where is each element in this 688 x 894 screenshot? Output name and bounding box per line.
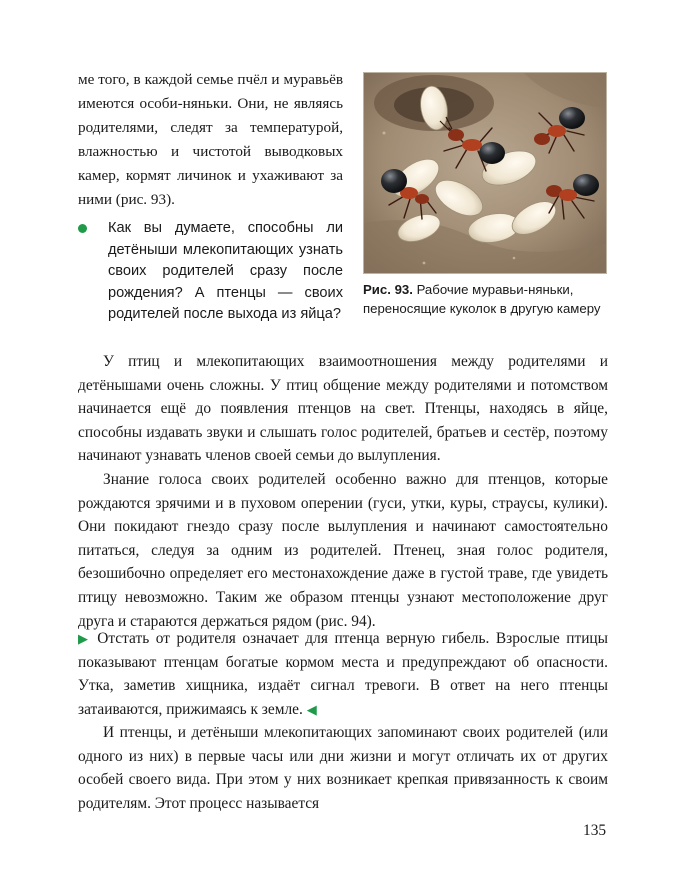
body-paragraph: У птиц и млекопитающих взаимоотношения между родителями и детёнышами очень сложны. У птиц общение между родителями и потомством начинается ещё до появления птенцов на свет. Птенцы, находясь в яйце, способны издавать звуки и слышать голос родителей, братьев и сестёр, поэтому начинают узнавать членов своей семьи до вылупления.: [78, 353, 608, 465]
body-paragraph: И птенцы, и детёныши млекопитающих запоминают своих родителей (или одного из них) в первые часы или дни жизни и могут отличать их от других особей своего вида. При этом у них возникает крепкая привязанность к своим родителям. Этот процесс называется: [78, 724, 608, 812]
page-number: 135: [583, 822, 607, 839]
ants-carrying-pupae-image: [364, 73, 606, 273]
highlighted-paragraph: [78, 627, 608, 721]
question-bullet-icon: [78, 224, 87, 233]
highlighted-text: Отстать от родителя означает для птенца верную гибель. Взрослые птицы показывают птенцам богатые кормом места и предупреждают об опасности. Утка, заметив хищника, издаёт сигнал тревоги. В ответ на него птенцы затаиваются, прижимаясь к земле.: [78, 630, 609, 718]
main-text: [78, 350, 608, 633]
question-block: [78, 218, 343, 326]
closing-text: [78, 721, 608, 815]
ants-illustration: [363, 72, 607, 274]
body-paragraph: Знание голоса своих родителей особенно важно для птенцов, которые рождаются зрячими и в пуховом оперении (гуси, утки, куры, страусы, кулики). Они покидают гнездо сразу после вылупления и начинают самостоятельно питаться, следуя за одним из родителей. Птенец, зная голос родителя, безошибочно определяет его местонахождение даже в густой траве, где увидеть птицу невозможно. Таким же образом птенцы узнают местоположение друг друга и стараются держаться рядом (рис. 94).: [78, 470, 608, 630]
intro-paragraph: ме того, в каждой семье пчёл и муравьёв имеются особи-няньки. Они, не являясь родителями, следят за температурой, влажностью и чистотой выводковых камер, кормят личинок и ухаживают за ними (рис. 93).: [78, 71, 343, 208]
figure-caption: [363, 280, 613, 318]
highlighted-block: [78, 627, 608, 721]
highlight-end-marker-icon: ◀: [306, 701, 317, 717]
figure-caption-text: Рабочие муравьи-няньки, переносящие куколок в другую камеру: [363, 282, 601, 316]
question-text: Как вы думаете, способны ли детёныши млекопитающих узнать своих родителей сразу после рождения? А птенцы — своих родителей после выхода из яйца?: [108, 220, 343, 323]
intro-paragraph-block: [78, 68, 343, 212]
figure-number: Рис. 93.: [363, 282, 413, 297]
highlight-start-marker-icon: ▶: [78, 631, 91, 646]
